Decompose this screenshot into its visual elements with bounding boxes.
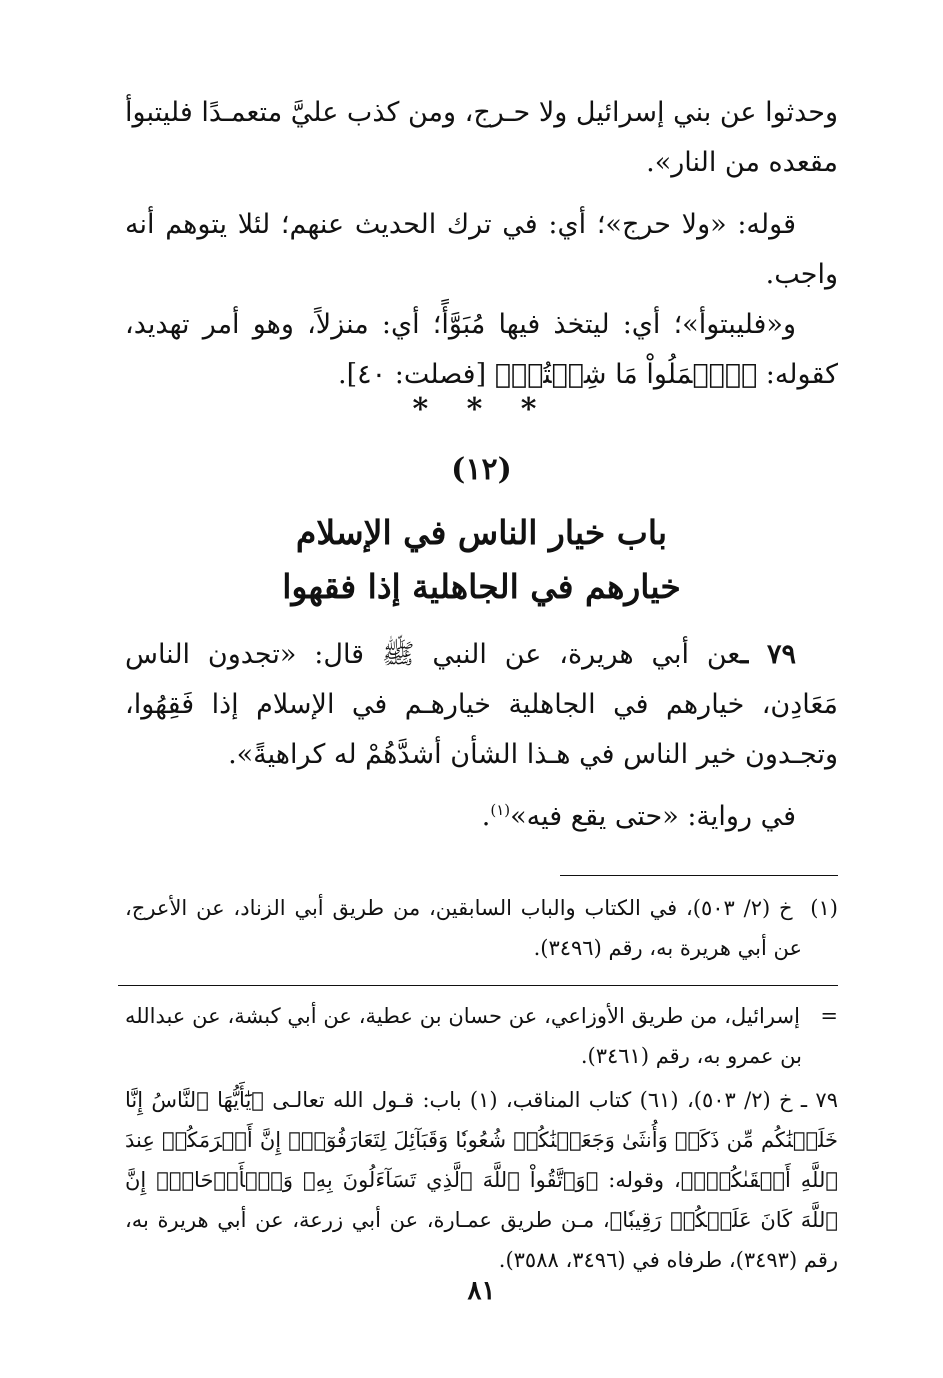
footnote-hadith-79 (125, 1080, 838, 1280)
footnote-continued-paragraph (125, 996, 838, 1076)
section-separator: * * * (412, 392, 551, 427)
footnote-1-marker: (١) (810, 896, 838, 920)
explanation-paragraph: قوله: «ولا حرج»؛ أي: في ترك الحديث عنهم؛ لئلا يتوهم أنه واجب. (125, 209, 838, 290)
explanation-paragraph-2: و«فليبتوأ»؛ أي: ليتخذ فيها مُبَوَّأً؛ أي: منزلاً، وهو أمر تهديد، كقوله: ﴿ٱعۡمَلُواْ مَا شِئۡتُمۡ﴾ [فصلت: ٤٠]. (125, 309, 838, 390)
footnote-1-paragraph (125, 888, 838, 968)
chapter-title-line-1: باب خيار الناس في الإسلام (295, 513, 668, 552)
chapter-title-line-2: خيارهم في الجاهلية إذا فقهوا (282, 567, 681, 606)
hadith-variant (125, 792, 838, 842)
footnote-hadith-79-text: ٧٩ ـ خ (٢/ ٥٠٣)، (٦١) كتاب المناقب، (١) باب: قـول الله تعالـى ﴿يَٰٓأَيُّهَا ٱلنَّاسُ إِنَّا خَلَقۡنَٰكُم مِّن ذَكَرٖ وَأُنثَىٰ وَجَعَلۡنَٰكُمۡ شُعُوبٗا وَقَبَآئِلَ لِتَعَارَفُوٓاْۚ إِنَّ أَكۡرَمَكُمۡ عِندَ ٱللَّهِ أَتۡقَىٰكُمۡۚ﴾، وقوله: ﴿وَٱتَّقُواْ ٱللَّهَ ٱلَّذِي تَسَآءَلُونَ بِهِۦ وَٱلۡأَرۡحَامَۚ إِنَّ ٱللَّهَ كَانَ عَلَيۡكُمۡ رَقِيبٗا﴾، مـن طريق عمـارة، عن أبي زرعة، عن أبي هريرة به، رقم (٣٤٩٣)، طرفاه في (٣٤٩٦، ٣٥٨٨). (125, 1088, 838, 1272)
top-text-block (125, 88, 838, 400)
hadith-number: ٧٩ ـ (740, 639, 797, 670)
book-page (125, 0, 838, 1378)
footnote-1-text: خ (٢/ ٥٠٣)، في الكتاب والباب السابقين، من طريق أبي الزناد، عن الأعرج، عن أبي هريرة به، رقم (٣٤٩٦). (125, 896, 802, 960)
footnote-1 (125, 888, 838, 968)
footnote-divider (560, 875, 838, 876)
continuation-paragraph: وحدثوا عن بني إسرائيل ولا حـرج، ومن كذب عليَّ متعمـدًا فليتبوأ مقعده من النار». (125, 97, 838, 178)
chapter-title (125, 506, 838, 614)
hadith-paragraph (125, 630, 838, 780)
footnote-continued-marker: = (820, 1004, 838, 1028)
hadith-block (125, 630, 838, 842)
variant-end: . (481, 801, 491, 832)
page-number: ٨١ (467, 1276, 496, 1306)
footnote-continued (125, 996, 838, 1076)
hadith-text: عن أبي هريرة، عن النبي ﷺ قال: «تجدون الناس مَعَادِن، خيارهم في الجاهلية خيارهـم في الإسلام إذا فَقِهُوا، وتجـدون خير الناس في هـذا الشأن أشدَّهُمْ له كراهيةً». (125, 639, 838, 770)
footnote-reference: (١) (490, 801, 511, 819)
footnote-continued-text: إسرائيل، من طريق الأوزاعي، عن حسان بن عطية، عن أبي كبشة، عن عبدالله بن عمرو به، رقم (٣٤٦١). (125, 1004, 802, 1068)
variant-text: في رواية: «حتى يقع فيه» (510, 801, 796, 832)
chapter-number: (١٢) (451, 452, 512, 487)
footnote-divider-full (118, 985, 838, 986)
